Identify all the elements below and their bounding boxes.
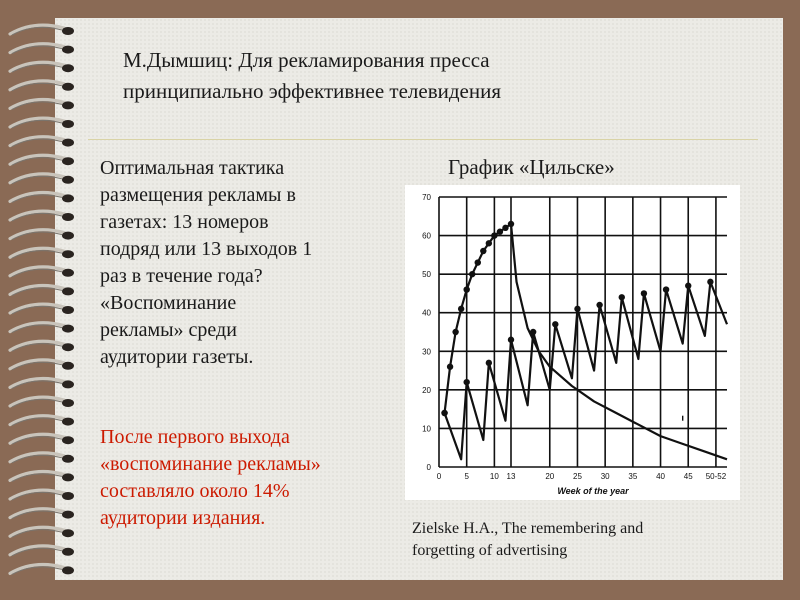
series-four-week-point (663, 286, 669, 292)
spiral-ring-icon (10, 416, 74, 426)
title-line-2: принципиально эффективнее телевидения (123, 79, 501, 103)
spiral-ring-icon (10, 490, 74, 500)
spiral-ring-icon (10, 267, 74, 277)
series-four-week-line (445, 282, 727, 459)
chart-heading: График «Цильске» (448, 155, 615, 179)
body-line: «Воспоминание (100, 292, 237, 314)
title-divider (88, 139, 758, 140)
x-tick-label: 20 (545, 472, 555, 481)
y-tick-label: 70 (422, 193, 431, 202)
series-weekly-point (452, 329, 458, 335)
spiral-ring-icon (10, 155, 74, 165)
series-four-week-point (463, 379, 469, 385)
caption-line-2: forgetting of advertising (412, 542, 568, 559)
body-line: Оптимальная тактика (100, 157, 285, 179)
highlight-line: После первого выхода (100, 426, 290, 448)
series-four-week-point (641, 290, 647, 296)
body-line: аудитории газеты. (100, 346, 254, 368)
y-tick-label: 50 (422, 270, 431, 280)
spiral-ring-icon (10, 99, 74, 109)
series-four-week-point (596, 302, 602, 308)
y-tick-label: 20 (422, 385, 431, 395)
highlight-text (100, 424, 410, 532)
spiral-ring-icon (10, 81, 74, 91)
spiral-ring-icon (10, 323, 74, 333)
x-tick-label: 25 (573, 472, 582, 481)
slide-title (123, 45, 763, 107)
spiral-ring-icon (10, 174, 74, 184)
spiral-ring-icon (10, 378, 74, 388)
zielske-chart (405, 185, 740, 500)
body-text (100, 155, 410, 371)
spiral-binding (6, 18, 86, 580)
highlight-line: аудитории издания. (100, 507, 266, 529)
y-tick-label: 60 (422, 231, 431, 241)
spiral-ring-icon (10, 453, 74, 463)
series-four-week-point (685, 283, 691, 289)
body-line: рекламы» среди (100, 319, 237, 341)
spiral-ring-icon (10, 118, 74, 128)
spiral-ring-icon (10, 304, 74, 314)
x-tick-label: 10 (489, 472, 499, 481)
series-weekly-point (447, 364, 453, 370)
spiral-ring-icon (10, 564, 74, 574)
spiral-ring-icon (10, 211, 74, 221)
spiral-ring-icon (10, 397, 74, 407)
x-tick-label: 50-52 (705, 472, 727, 481)
x-tick-label: 30 (600, 472, 610, 481)
series-weekly-point (491, 232, 497, 238)
series-four-week-point (508, 337, 514, 343)
spiral-ring-icon (10, 44, 74, 54)
source-caption (412, 518, 752, 562)
spiral-ring-icon (10, 192, 74, 202)
x-tick-label: 13 (506, 472, 516, 481)
spiral-ring-icon (10, 137, 74, 147)
series-weekly-point (463, 286, 469, 292)
spiral-ring-icon (10, 471, 74, 481)
series-four-week-point (441, 410, 447, 416)
series-four-week-point (574, 306, 580, 312)
series-weekly-point (480, 248, 486, 254)
spiral-ring-icon (10, 285, 74, 295)
series-four-week-point (530, 329, 536, 335)
y-tick-label: 30 (422, 347, 431, 357)
spiral-ring-icon (10, 434, 74, 444)
spiral-ring-icon (10, 248, 74, 258)
series-four-week-point (486, 360, 492, 366)
caption-line-1: Zielske H.A., The remembering and (412, 520, 644, 537)
y-tick-label: 10 (422, 424, 431, 434)
spiral-ring-icon (10, 360, 74, 370)
spiral-ring-icon (10, 25, 74, 35)
spiral-ring-icon (10, 527, 74, 537)
title-line-1: М.Дымшиц: Для рекламирования пресса (123, 48, 490, 72)
series-four-week-point (552, 321, 558, 327)
x-tick-label: 0 (436, 472, 442, 481)
body-line: подряд или 13 выходов 1 (100, 238, 313, 260)
y-tick-label: 0 (426, 463, 431, 472)
series-weekly-point (508, 221, 514, 227)
spiral-ring-icon (10, 230, 74, 240)
x-tick-label: 5 (464, 472, 469, 481)
body-line: размещения рекламы в (100, 184, 296, 206)
x-tick-label: 40 (656, 472, 665, 481)
spiral-ring-icon (10, 341, 74, 351)
series-weekly-point (469, 271, 475, 277)
body-line: раз в течение года? (100, 265, 263, 287)
series-weekly-point (486, 240, 492, 246)
chart-container (405, 185, 740, 500)
y-tick-label: 40 (422, 308, 431, 318)
highlight-line: «воспоминание рекламы» (100, 453, 321, 475)
spiral-ring-icon (10, 62, 74, 72)
x-axis-label: Week of the year (557, 486, 629, 496)
series-weekly-point (458, 306, 464, 312)
series-weekly-point (475, 259, 481, 265)
series-four-week-point (619, 294, 625, 300)
series-weekly-point (502, 225, 508, 231)
series-four-week-point (707, 279, 713, 285)
x-tick-label: 45 (683, 472, 693, 481)
body-line: газетах: 13 номеров (100, 211, 269, 233)
series-weekly-point (497, 229, 503, 235)
spiral-ring-icon (10, 509, 74, 519)
highlight-line: составляло около 14% (100, 480, 290, 502)
x-tick-label: 35 (628, 472, 638, 481)
spiral-ring-icon (10, 546, 74, 556)
